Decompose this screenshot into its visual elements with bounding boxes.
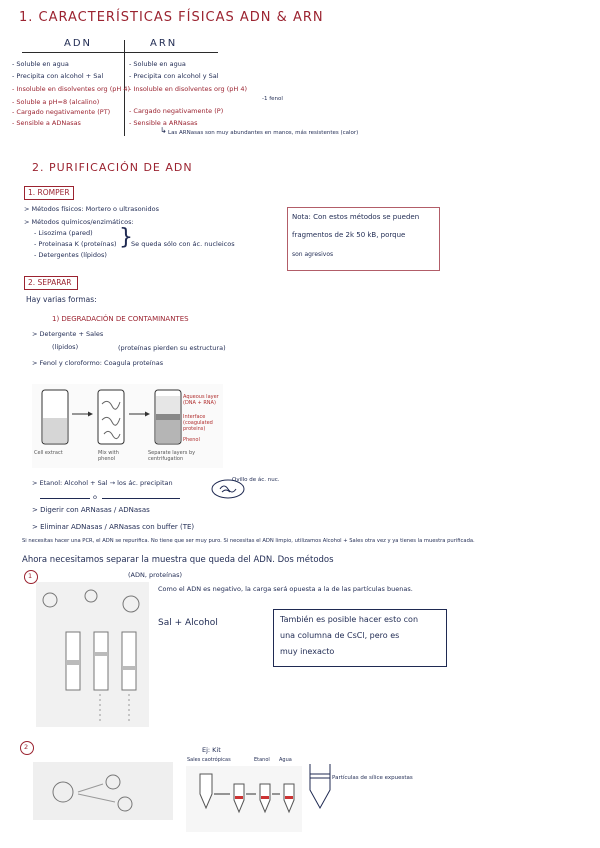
method1-figure-drawing	[36, 582, 149, 727]
step2-intro: Hay varias formas:	[26, 295, 97, 304]
step1-brace-note: Se queda sólo con ác. nucleicos	[131, 240, 235, 248]
method2-tube-label: Agua	[279, 757, 292, 763]
step2-line: > Detergente + Sales	[32, 330, 104, 338]
figure-label-interface: Interface (coagulated proteins)	[183, 414, 213, 432]
step1-line: - Proteinasa K (proteínas)	[34, 240, 117, 248]
adn-item: - Cargado negativamente (PT)	[12, 108, 111, 116]
arn-item: - Cargado negativamente (P)	[129, 107, 224, 115]
method2-tube-label: Etanol	[254, 757, 270, 763]
section-2-title: 2. PURIFICACIÓN DE ADN	[32, 161, 193, 174]
adn-item: - Soluble a pH=8 (alcalino)	[12, 98, 100, 106]
now-line: Ahora necesitamos separar la muestra que queda del ADN. Dos métodos	[22, 555, 334, 565]
method2-kit-label: Ej: Kit	[202, 746, 221, 754]
cscl-note-line: También es posible hacer esto con	[280, 615, 419, 624]
arn-item: - Soluble en agua	[129, 60, 186, 68]
adn-item: - Sensible a ADNasas	[12, 119, 81, 127]
silica-column-sketch	[308, 762, 332, 812]
method1-salt-alcohol: Sal + Alcohol	[158, 618, 218, 628]
step1-line: - Lisozima (pared)	[34, 229, 93, 237]
step1-line: > Métodos químicos/enzimáticos:	[24, 218, 134, 226]
note-line: fragmentos de 2k 50 kB, porque	[292, 231, 406, 239]
table-header-rule	[22, 52, 218, 53]
figure-caption: Separate layers by centrifugation	[148, 450, 196, 462]
step2-label: 2. SEPARAR	[28, 278, 72, 287]
pcr-note: Si necesitas hacer una PCR, el ADN se repurifica. No tiene que ser muy puro. Si necesitas el ADN limpio, utilizamos Alcohol + Sales otra vez y ya tienes la muestra purificada.	[22, 538, 475, 544]
method2-number: 2	[24, 743, 29, 751]
ethanol-line: > Etanol: Alcohol + Sal → los ác. precipitan	[32, 479, 173, 487]
figure-label-aqueous: Aqueous layer (DNA + RNA)	[183, 394, 219, 406]
note-line: Nota: Con estos métodos se pueden	[292, 213, 420, 221]
ethanol-note: Ovillo de ác. nuc.	[232, 477, 280, 483]
method2-tube-label: Sales caotrópicas	[187, 757, 231, 763]
method2-figure-drawing	[33, 762, 173, 820]
figure-label-phenol: Phenol	[183, 437, 200, 443]
column-header-arn: ARN	[150, 38, 178, 49]
method2-side-note: Partículas de sílice expuestas	[332, 775, 413, 781]
phenol-extraction-figure	[32, 384, 223, 468]
method1-figure	[36, 582, 149, 727]
arn-item: - Sensible a ARNasas	[129, 119, 198, 127]
method1-text: Como el ADN es negativo, la carga será opuesta a la de las partículas buenas.	[158, 585, 413, 593]
arnasas-footnote: Las ARNasas son muy abundantes en manos, más resistentes (calor)	[168, 130, 359, 136]
arn-item: - Precipita con alcohol y Sal	[129, 72, 219, 80]
adn-item: - Insoluble en disolventes org (pH 4)	[12, 85, 130, 93]
cscl-note-line: muy inexacto	[280, 647, 335, 656]
separator-rule-left	[40, 498, 90, 499]
method2-tubes-drawing	[184, 764, 304, 834]
adn-item: - Precipita con alcohol + Sal	[12, 72, 104, 80]
step1-line: - Detergentes (lípidos)	[34, 251, 107, 259]
brace-symbol: }	[119, 225, 133, 250]
step2-line: (proteínas pierden su estructura)	[118, 344, 226, 352]
digest-line: > Digerir con ARNasas / ADNasas	[32, 506, 150, 514]
step1-label: 1. ROMPER	[28, 188, 70, 197]
cscl-note-line: una columna de CsCl, pero es	[280, 631, 400, 640]
note-line: son agresivos	[292, 251, 334, 258]
remove-line: > Eliminar ADNasas / ARNasas con buffer (TE)	[32, 523, 195, 531]
step2-subheading: 1) DEGRADACIÓN DE CONTAMINANTES	[52, 315, 189, 323]
arn-item: - Insoluble en disolventes org (pH 4)	[129, 85, 247, 93]
step1-line: > Métodos físicos: Mortero o ultrasonidos	[24, 205, 160, 213]
method1-number: 1	[28, 572, 33, 580]
figure-caption: Mix with phenol	[98, 450, 119, 462]
separator-rule-right	[102, 498, 180, 499]
method1-header: (ADN, proteínas)	[128, 571, 182, 579]
footnote-arrow: ↳	[160, 126, 167, 135]
column-header-adn: ADN	[64, 38, 93, 49]
adn-item: - Soluble en agua	[12, 60, 69, 68]
method2-figure	[33, 762, 173, 820]
section-1-title: 1. CARACTERÍSTICAS FÍSICAS ADN & ARN	[19, 10, 324, 25]
step2-line: (lípidos)	[52, 343, 79, 351]
figure-caption: Cell extract	[34, 450, 63, 456]
separator-circle: o	[93, 493, 97, 501]
arn-side-note: -1 fenol	[262, 96, 283, 102]
step2-line: > Fenol y cloroformo: Coagula proteínas	[32, 359, 164, 367]
